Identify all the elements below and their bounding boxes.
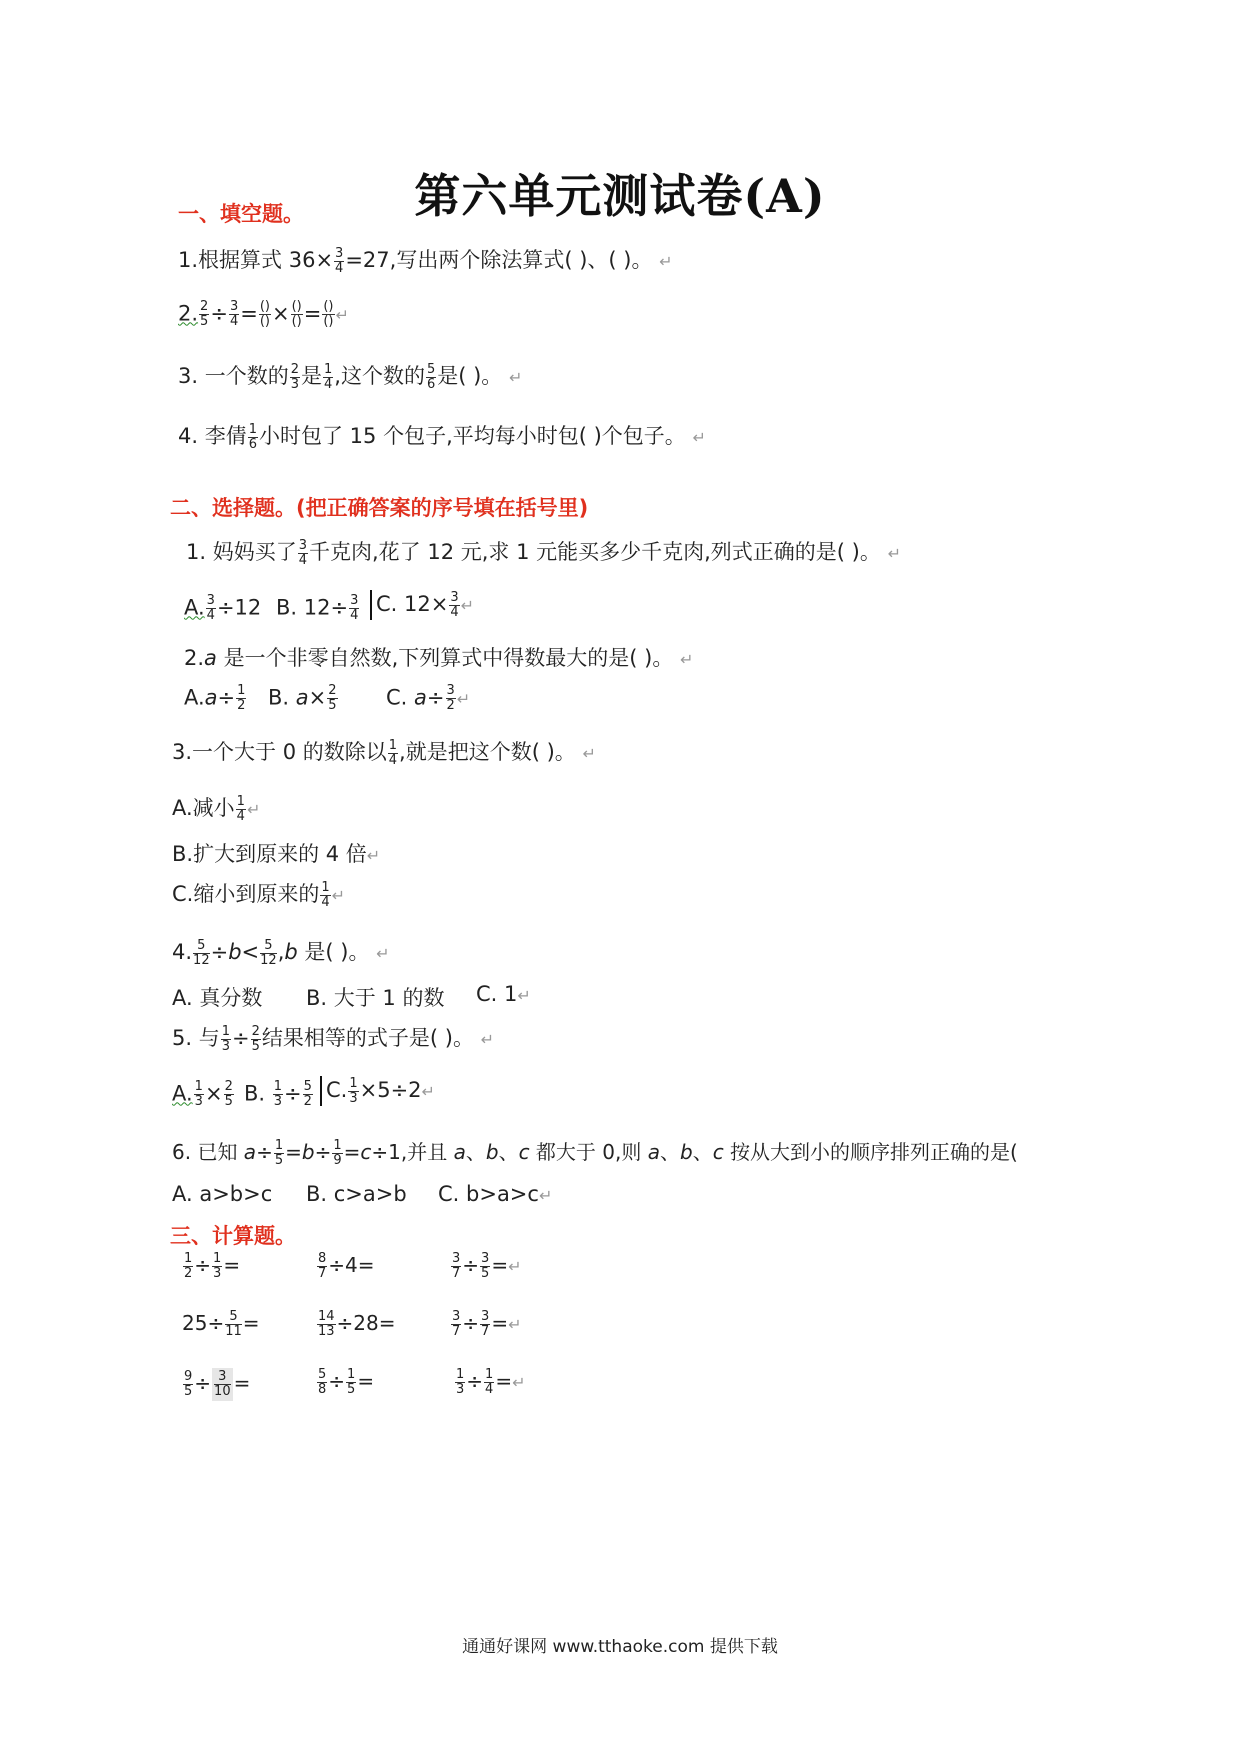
fraction: $\frac{1}{5}$ <box>347 1367 356 1397</box>
choice-question-6: 6. 已知 a÷ $\frac{1}{5}$ =b÷ $\frac{1}{9}$ =c÷1,并且 a、b、c 都大于 0,则 a、b、c 按从大到小的顺序排列正确的是( <box>172 1138 1018 1168</box>
choice-q3-option-c: C.缩小到原来的 $\frac{1}{4}$ ↵ <box>172 879 346 910</box>
fraction: $\frac{1}{3}$ <box>349 1075 358 1106</box>
fraction: $\frac{1}{6}$ <box>248 421 257 452</box>
fraction: $\frac{14}{13}$ <box>318 1309 335 1339</box>
choice-q4-option-a: A. 真分数 <box>172 986 263 1010</box>
calc-item: $\frac{5}{8}$ ÷ $\frac{1}{5}$ = <box>318 1367 375 1397</box>
choice-q5-option-c: C. $\frac{1}{3}$ ×5÷2↵ <box>320 1076 435 1106</box>
page-title: 第六单元测试卷(A) <box>414 169 826 223</box>
paragraph-mark: ↵ <box>538 1186 553 1205</box>
fraction: $\frac{1}{3}$ <box>456 1367 465 1397</box>
paragraph-mark: ↵ <box>366 846 381 865</box>
fraction: $\frac{5}{11}$ <box>225 1309 242 1339</box>
fraction: $\frac{5}{6}$ <box>426 361 436 392</box>
fill-question-2: 2. $\frac{2}{5}$ ÷ $\frac{3}{4}$ = $\frac{()}{()}$ × $\frac{()}{()}$ = $\frac{()}{()}$ ↵ <box>178 299 349 329</box>
calc-item: $\frac{3}{7}$ ÷ $\frac{3}{7}$ =↵ <box>452 1309 522 1339</box>
fraction: $\frac{3}{4}$ <box>298 537 307 568</box>
fraction: $\frac{2}{5}$ <box>328 683 337 713</box>
fraction: $\frac{5}{12}$ <box>260 937 277 968</box>
fill-question-4: 4. 李倩 $\frac{1}{6}$ 小时包了 15 个包子,平均每小时包( )个包子。 ↵ <box>178 421 706 452</box>
calc-item: 25÷ $\frac{5}{11}$ = <box>182 1309 260 1339</box>
text-cursor-bar <box>370 590 372 620</box>
paragraph-mark: ↵ <box>331 886 346 905</box>
choice-question-2: 2.a 是一个非零自然数,下列算式中得数最大的是( )。 ↵ <box>184 646 694 670</box>
choice-q2-option-b: B. a× $\frac{2}{5}$ <box>268 683 337 713</box>
choice-q3-option-a: A.减小 $\frac{1}{4}$ ↵ <box>172 793 261 824</box>
paragraph-mark: ↵ <box>659 252 673 271</box>
fraction-blank: $\frac{()}{()}$ <box>291 299 302 329</box>
fraction: $\frac{1}{3}$ <box>273 1079 283 1109</box>
fraction: $\frac{1}{2}$ <box>237 683 246 713</box>
choice-q4-option-c: C. 1↵ <box>476 982 531 1006</box>
calc-item: $\frac{1}{3}$ ÷ $\frac{1}{4}$ =↵ <box>456 1367 526 1397</box>
choice-question-1: 1. 妈妈买了 $\frac{3}{4}$ 千克肉,花了 12 元,求 1 元能买多少千克肉,列式正确的是( )。 ↵ <box>186 537 901 568</box>
fraction: $\frac{3}{4}$ <box>450 589 459 620</box>
paragraph-mark: ↵ <box>508 1315 522 1334</box>
paragraph-mark: ↵ <box>460 596 475 615</box>
page-footer: 通通好课网 www.tthaoke.com 提供下载 <box>462 1637 778 1657</box>
choice-q2-option-c: C. a÷ $\frac{3}{2}$ ↵ <box>386 683 471 713</box>
fraction: $\frac{3}{5}$ <box>481 1251 490 1281</box>
fraction: $\frac{8}{7}$ <box>318 1251 327 1281</box>
choice-q6-option-b: B. c>a>b <box>306 1182 407 1206</box>
fraction: $\frac{3}{7}$ <box>481 1309 490 1339</box>
choice-q5-option-a: A. $\frac{1}{3}$ × $\frac{2}{5}$ <box>172 1079 233 1109</box>
fraction: $\frac{3}{4}$ <box>206 593 215 623</box>
paragraph-mark: ↵ <box>480 1030 495 1049</box>
fraction: $\frac{1}{9}$ <box>333 1138 342 1168</box>
fraction: $\frac{1}{3}$ <box>213 1251 222 1281</box>
choice-q1-option-c: C. 12× $\frac{3}{4}$ ↵ <box>370 590 474 620</box>
paragraph-mark: ↵ <box>887 544 901 563</box>
fraction: $\frac{5}{8}$ <box>318 1367 327 1397</box>
calc-item: $\frac{8}{7}$ ÷4= <box>318 1251 375 1281</box>
fraction: $\frac{5}{2}$ <box>303 1079 312 1109</box>
fraction: $\frac{9}{5}$ <box>184 1369 193 1399</box>
fraction: $\frac{2}{3}$ <box>290 361 299 392</box>
fraction-highlighted: $\frac{3}{10}$ <box>214 1369 231 1399</box>
fraction: $\frac{2}{5}$ <box>224 1079 233 1109</box>
fraction: $\frac{3}{4}$ <box>335 245 344 276</box>
choice-q3-option-b: B.扩大到原来的 4 倍↵ <box>172 842 381 866</box>
paragraph-mark: ↵ <box>680 650 694 669</box>
fraction: $\frac{5}{12}$ <box>193 937 210 968</box>
fraction: $\frac{1}{4}$ <box>485 1367 494 1397</box>
paragraph-mark: ↵ <box>509 368 523 387</box>
fraction: $\frac{2}{5}$ <box>200 299 209 329</box>
calc-item: $\frac{3}{7}$ ÷ $\frac{3}{5}$ =↵ <box>452 1251 522 1281</box>
fraction: $\frac{1}{3}$ <box>221 1023 230 1054</box>
fraction: $\frac{3}{7}$ <box>452 1309 461 1339</box>
text-cursor-bar <box>320 1076 322 1106</box>
fraction: $\frac{1}{4}$ <box>321 879 330 910</box>
section-heading-multiple-choice: 二、选择题。(把正确答案的序号填在括号里) <box>170 496 589 520</box>
q-text: 2. <box>178 301 199 326</box>
choice-q5-option-b: B. $\frac{1}{3}$ ÷ $\frac{5}{2}$ <box>244 1079 312 1109</box>
choice-question-5: 5. 与 $\frac{1}{3}$ ÷ $\frac{2}{5}$ 结果相等的式子是( )。 ↵ <box>172 1023 495 1054</box>
calc-item: $\frac{9}{5}$ ÷ $\frac{3}{10}$ = <box>184 1369 251 1399</box>
choice-question-3: 3.一个大于 0 的数除以 $\frac{1}{4}$ ,就是把这个数( )。 ↵ <box>172 737 596 768</box>
paragraph-mark: ↵ <box>376 944 390 963</box>
q-text: =27,写出两个除法算式( )、( )。 <box>345 248 653 272</box>
paragraph-mark: ↵ <box>512 1373 526 1392</box>
fraction: $\frac{3}{4}$ <box>350 593 359 623</box>
section-heading-calculation: 三、计算题。 <box>170 1224 296 1248</box>
q-op: × <box>315 248 334 272</box>
fill-question-1 <box>178 244 673 276</box>
fraction: $\frac{3}{2}$ <box>446 683 455 713</box>
calc-item: $\frac{1}{2}$ ÷ $\frac{1}{3}$ = <box>184 1251 241 1281</box>
fraction: $\frac{1}{5}$ <box>274 1138 284 1168</box>
section-heading-fill-in: 一、填空题。 <box>178 202 304 226</box>
paragraph-mark: ↵ <box>456 689 471 709</box>
paragraph-mark: ↵ <box>517 986 531 1005</box>
paragraph-mark: ↵ <box>335 305 349 325</box>
q-text: 1.根据算式 36 <box>178 248 316 272</box>
calc-item: $\frac{14}{13}$ ÷28= <box>318 1309 396 1339</box>
choice-q4-option-b: B. 大于 1 的数 <box>306 986 445 1010</box>
choice-q1-option-a: A. $\frac{3}{4}$ ÷12 <box>184 593 262 623</box>
paragraph-mark: ↵ <box>508 1257 522 1276</box>
fraction: $\frac{1}{4}$ <box>388 737 398 768</box>
choice-q6-option-c: C. b>a>c↵ <box>438 1182 553 1206</box>
paragraph-mark: ↵ <box>582 744 596 763</box>
choice-question-4: 4. $\frac{5}{12}$ ÷b< $\frac{5}{12}$ ,b 是( )。 ↵ <box>172 937 390 968</box>
fraction: $\frac{3}{7}$ <box>452 1251 461 1281</box>
paragraph-mark: ↵ <box>421 1082 435 1101</box>
fraction: $\frac{3}{4}$ <box>229 299 239 329</box>
fill-question-3: 3. 一个数的 $\frac{2}{3}$ 是 $\frac{1}{4}$ ,这个数的 $\frac{5}{6}$ 是( )。 ↵ <box>178 361 523 392</box>
paragraph-mark: ↵ <box>692 428 706 447</box>
fraction: $\frac{1}{2}$ <box>184 1251 193 1281</box>
choice-q6-option-a: A. a>b>c <box>172 1182 273 1206</box>
fraction-blank: $\frac{()}{()}$ <box>259 299 270 329</box>
fraction: $\frac{1}{4}$ <box>324 361 333 392</box>
paragraph-mark: ↵ <box>246 800 261 819</box>
fraction: $\frac{2}{5}$ <box>251 1023 260 1054</box>
fraction: $\frac{1}{4}$ <box>236 793 245 824</box>
choice-q2-option-a: A.a÷ $\frac{1}{2}$ <box>184 683 246 713</box>
fraction-blank: $\frac{()}{()}$ <box>323 299 334 329</box>
fraction: $\frac{1}{3}$ <box>194 1079 203 1109</box>
choice-q1-option-b: B. 12÷ $\frac{3}{4}$ <box>276 593 359 623</box>
